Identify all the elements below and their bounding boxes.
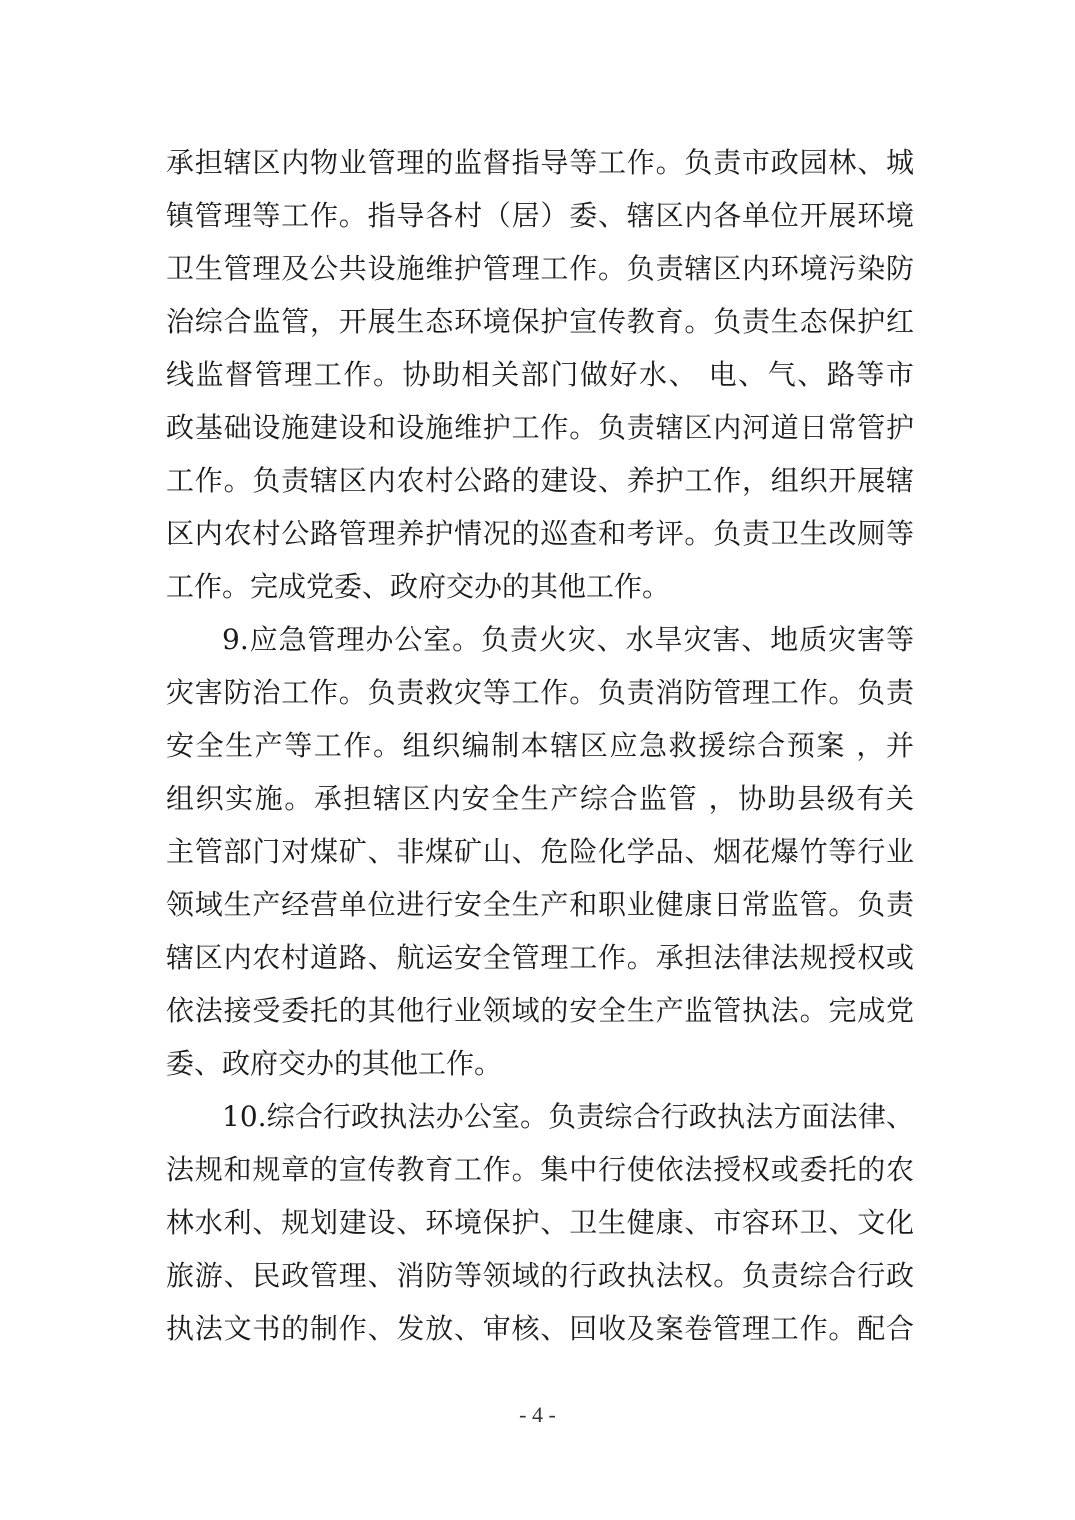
text-line: 主管部门对煤矿、非煤矿山、危险化学品、烟花爆竹等行业	[166, 835, 914, 868]
text-line: 依法接受委托的其他行业领域的安全生产监管执法。完成党	[166, 994, 914, 1027]
text-line: 线监督管理工作。协助相关部门做好水、 电、气、路等市	[166, 358, 914, 391]
text-line: 工作。负责辖区内农村公路的建设、养护工作，组织开展辖	[166, 464, 914, 497]
text-line: 林水利、规划建设、环境保护、卫生健康、市容环卫、文化	[166, 1206, 914, 1239]
text-line: 组织实施。承担辖区内安全生产综合监管 ，协助县级有关	[166, 782, 914, 815]
text-line: 工作。完成党委、政府交办的其他工作。	[166, 570, 671, 603]
text-line: 领域生产经营单位进行安全生产和职业健康日常监管。负责	[166, 888, 914, 921]
text-line: 辖区内农村道路、航运安全管理工作。承担法律法规授权或	[166, 941, 914, 974]
text-line: 安全生产等工作。组织编制本辖区应急救援综合预案 ，并	[166, 729, 914, 762]
text-line: 法规和规章的宣传教育工作。集中行使依法授权或委托的农	[166, 1153, 914, 1186]
text-line: 委、政府交办的其他工作。	[166, 1047, 503, 1080]
text-line: 旅游、民政管理、消防等领域的行政执法权。负责综合行政	[166, 1259, 914, 1292]
document-body	[166, 136, 914, 1355]
section-heading-line: 9.应急管理办公室。负责火灾、水旱灾害、地质灾害等	[222, 623, 914, 656]
text-line: 灾害防治工作。负责救灾等工作。负责消防管理工作。负责	[166, 676, 914, 709]
text-line: 卫生管理及公共设施维护管理工作。负责辖区内环境污染防	[166, 252, 914, 285]
text-line: 镇管理等工作。指导各村（居）委、辖区内各单位开展环境	[166, 199, 914, 232]
text-line: 执法文书的制作、发放、审核、回收及案卷管理工作。配合	[166, 1312, 914, 1345]
section-heading-line: 10.综合行政执法办公室。负责综合行政执法方面法律、	[222, 1100, 914, 1133]
text-line: 政基础设施建设和设施维护工作。负责辖区内河道日常管护	[166, 411, 914, 444]
text-line: 治综合监管，开展生态环境保护宣传教育。负责生态保护红	[166, 305, 914, 338]
text-line: 承担辖区内物业管理的监督指导等工作。负责市政园林、城	[166, 146, 914, 179]
text-line: 区内农村公路管理养护情况的巡查和考评。负责卫生改厕等	[166, 517, 914, 550]
page-number: - 4 -	[519, 1402, 556, 1427]
